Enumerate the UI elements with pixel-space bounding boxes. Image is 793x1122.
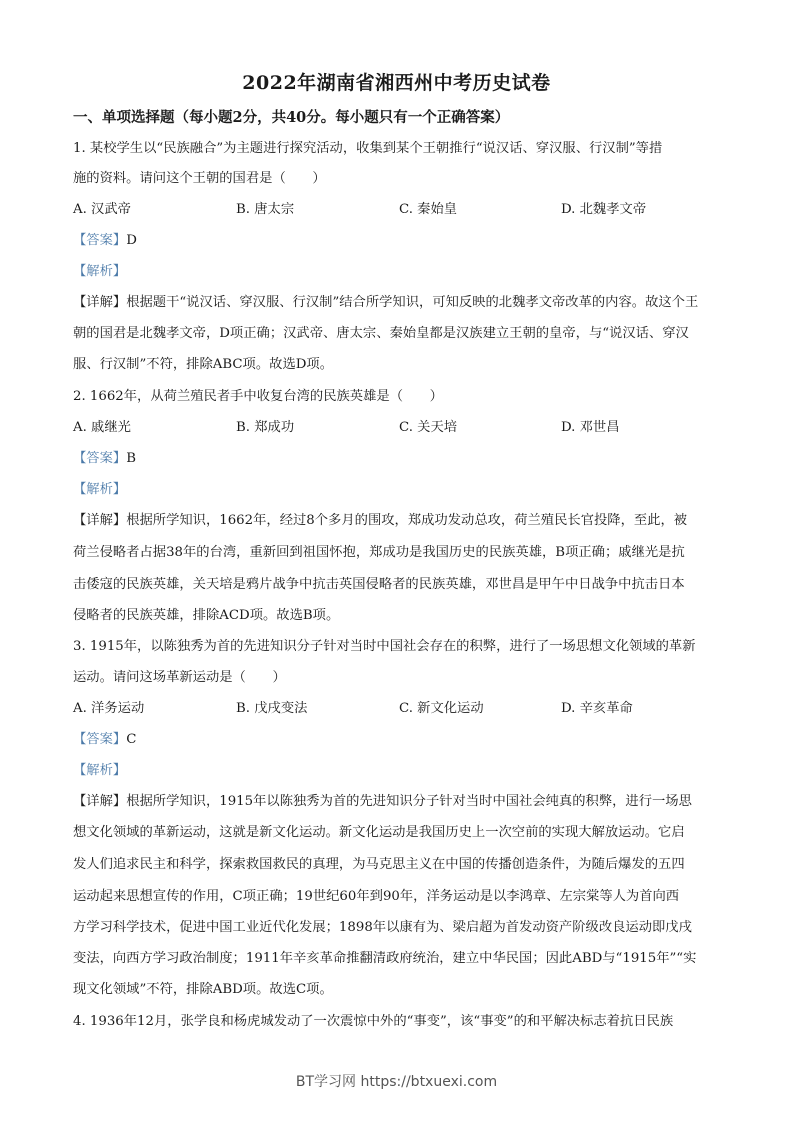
detail-text: 变法，向西方学习政治制度；1911年辛亥革命推翻清政府统治，建立中华民国；因此ABD与“1915年”“实 xyxy=(73,951,697,966)
detail-text: 想文化领域的革新运动，这就是新文化运动。新文化运动是我国历史上一次空前的实现大解放运动。它启 xyxy=(73,825,685,840)
detail-label: 【详解】 xyxy=(73,794,127,809)
option-b: B. 戊戌变法 xyxy=(236,701,308,716)
answer-line xyxy=(73,229,723,248)
detail-text: 根据题干“说汉话、穿汉服、行汉制”结合所学知识，可知反映的北魏孝文帝改革的内容。故这个王 xyxy=(126,295,699,310)
option-a: A. 戚继光 xyxy=(73,420,131,435)
detail-text: 侵略者的民族英雄，排除ACD项。故选B项。 xyxy=(73,608,340,623)
answer-line xyxy=(73,728,723,747)
answer-value: B xyxy=(126,451,136,466)
question-stem: 2. 1662年，从荷兰殖民者手中收复台湾的民族英雄是（ ） xyxy=(73,389,443,404)
option-c: C. 秦始皇 xyxy=(399,202,458,217)
analysis-label: 【解析】 xyxy=(73,482,127,497)
answer-label: 【答案】 xyxy=(73,233,127,248)
option-a: A. 洋务运动 xyxy=(73,701,145,716)
detail-text: 朝的国君是北魏孝文帝，D项正确；汉武帝、唐太宗、秦始皇都是汉族建立王朝的皇帝，与“说汉话、穿汉 xyxy=(73,326,689,341)
option-c: C. 关天培 xyxy=(399,420,458,435)
answer-label: 【答案】 xyxy=(73,732,127,747)
question-stem: 1. 某校学生以“民族融合”为主题进行探究活动，收集到某个王朝推行“说汉话、穿汉服、行汉制”等措 xyxy=(73,141,663,156)
detail-label: 【详解】 xyxy=(73,295,127,310)
question-stem: 4. 1936年12月，张学良和杨虎城发动了一次震惊中外的“事变”，该“事变”的和平解决标志着抗日民族 xyxy=(73,1014,674,1029)
question-stem: 运动。请问这场革新运动是（ ） xyxy=(73,670,286,685)
option-b: B. 唐太宗 xyxy=(236,202,295,217)
analysis-line xyxy=(73,260,723,279)
question-stem: 施的资料。请问这个王朝的国君是（ ） xyxy=(73,171,326,186)
option-d: D. 北魏孝文帝 xyxy=(561,202,647,217)
analysis-label: 【解析】 xyxy=(73,763,127,778)
detail-text: 现文化领域”不符，排除ABD项。故选C项。 xyxy=(73,982,333,997)
detail-line xyxy=(73,291,723,310)
option-d: D. 辛亥革命 xyxy=(561,701,633,716)
detail-line xyxy=(73,790,723,809)
answer-line xyxy=(73,447,723,466)
question-stem: 3. 1915年，以陈独秀为首的先进知识分子针对当时中国社会存在的积弊，进行了一场思想文化领域的革新 xyxy=(73,639,696,654)
option-a: A. 汉武帝 xyxy=(73,202,131,217)
detail-text: 荷兰侵略者占据38年的台湾，重新回到祖国怀抱，郑成功是我国历史的民族英雄，B项正确；戚继光是抗 xyxy=(73,545,685,560)
analysis-label: 【解析】 xyxy=(73,264,127,279)
detail-text: 服、行汉制”不符，排除ABC项。故选D项。 xyxy=(73,357,334,372)
option-b: B. 郑成功 xyxy=(236,420,295,435)
answer-value: D xyxy=(126,233,137,248)
footer-watermark: BT学习网 https://btxuexi.com xyxy=(295,1074,498,1090)
detail-line xyxy=(73,509,723,528)
option-c: C. 新文化运动 xyxy=(399,701,484,716)
option-d: D. 邓世昌 xyxy=(561,420,620,435)
detail-text: 发人们追求民主和科学，探索救国救民的真理，为马克思主义在中国的传播创造条件，为随后爆发的五四 xyxy=(73,857,685,872)
answer-value: C xyxy=(126,732,137,747)
detail-text: 击倭寇的民族英雄，关天培是鸦片战争中抗击英国侵略者的民族英雄，邓世昌是甲午中日战争中抗击日本 xyxy=(73,577,685,592)
page-title: 2022年湖南省湘西州中考历史试卷 xyxy=(242,72,551,94)
detail-text: 根据所学知识，1915年以陈独秀为首的先进知识分子针对当时中国社会纯真的积弊，进行一场思 xyxy=(126,794,692,809)
detail-text: 方学习科学技术，促进中国工业近代化发展；1898年以康有为、梁启超为首发动资产阶级改良运动即戊戌 xyxy=(73,920,692,935)
section-heading: 一、单项选择题（每小题2分，共40分。每小题只有一个正确答案） xyxy=(73,109,510,126)
detail-text: 根据所学知识，1662年，经过8个多月的围攻，郑成功发动总攻，荷兰殖民长官投降，至此，被 xyxy=(126,513,688,528)
analysis-line xyxy=(73,759,723,778)
detail-text: 运动起来思想宣传的作用，C项正确；19世纪60年到90年，洋务运动是以李鸿章、左宗棠等人为首向西 xyxy=(73,889,680,904)
detail-label: 【详解】 xyxy=(73,513,127,528)
analysis-line xyxy=(73,478,723,497)
answer-label: 【答案】 xyxy=(73,451,127,466)
